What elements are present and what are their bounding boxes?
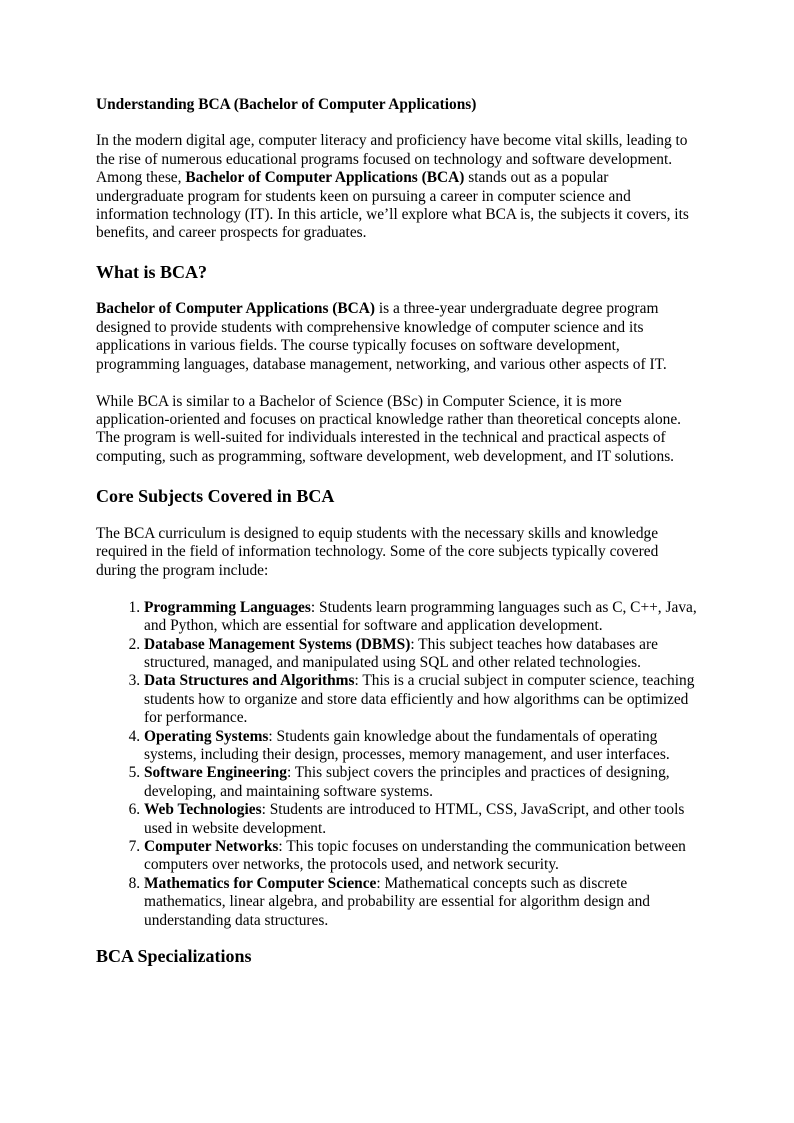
list-item-term: Database Management Systems (DBMS) [144,635,411,653]
intro-paragraph [96,132,698,242]
what-is-paragraph-2: While BCA is similar to a Bachelor of Science (BSc) in Computer Science, it is more application-oriented and focuses on practical knowledge rather than theoretical concepts alone. The program is well-suited for individuals interested in the technical and practical aspects of computing, such as programming, software development, web development, and IT solutions. [96,392,682,465]
heading-core-subjects: Core Subjects Covered in BCA [96,485,335,506]
list-item-term: Software Engineering [144,764,287,782]
what-is-paragraph-1 [96,300,698,374]
list-item-term: Programming Languages [144,598,311,616]
list-item [144,838,698,875]
what-is-text: is a three-year undergraduate degree program designed to provide students with comprehensive knowledge of computer science and its applications in various fields. The course typically focuses on software development, programming languages, database management, networking, and various other aspects of IT. [96,300,667,373]
list-item [144,764,698,801]
list-item [144,599,698,636]
document-title: Understanding BCA (Bachelor of Computer Applications) [96,96,477,113]
list-item-term: Computer Networks [144,837,279,855]
intro-text-end: stands out as a popular undergraduate program for students keen on pursuing a career in computer science and information technology (IT). In this article, we’ll explore what BCA is, the subjects it covers, its benefits, and career prospects for graduates. [96,169,689,242]
document-page [96,96,698,967]
list-item-desc: : This topic focuses on understanding the communication between computers over networks, the protocols used, and network security. [144,837,686,874]
list-item-desc: : This is a crucial subject in computer science, teaching students how to organize and store data efficiently and how algorithms can be optimized for performance. [144,672,695,727]
list-item-term: Data Structures and Algorithms [144,672,355,690]
list-item-desc: : Students are introduced to HTML, CSS, JavaScript, and other tools used in website development. [144,801,685,837]
list-item [144,728,698,765]
heading-what-is-bca: What is BCA? [96,262,208,283]
heading-bca-specializations: BCA Specializations [96,946,252,966]
list-item-desc: : This subject teaches how databases are structured, managed, and manipulated using SQL and other related technologies. [144,635,658,671]
list-item-desc: : Students gain knowledge about the fundamentals of operating systems, including their design, processes, memory management, and user interfaces. [144,727,670,763]
list-item-term: Mathematics for Computer Science [144,874,377,892]
list-item-term: Web Technologies [144,801,262,819]
core-subjects-list [96,599,698,930]
list-item [144,672,698,727]
list-item [144,636,698,673]
list-item-desc: : This subject covers the principles and practices of designing, developing, and maintaining software systems. [144,764,670,800]
list-item-term: Operating Systems [144,727,269,745]
intro-text-start: In the modern digital age, computer literacy and proficiency have become vital skills, leading to the rise of numerous educational programs focused on technology and software development. Among these, [96,132,688,187]
list-item-desc: : Students learn programming languages such as C, C++, Java, and Python, which are essential for software and application development. [144,598,697,635]
list-item [144,801,698,838]
intro-bold-term: Bachelor of Computer Applications (BCA) [185,169,465,187]
what-is-bold-term: Bachelor of Computer Applications (BCA) [96,300,376,318]
core-intro-paragraph: The BCA curriculum is designed to equip students with the necessary skills and knowledge required in the field of information technology. Some of the core subjects typically covered during the program include: [96,524,659,579]
list-item [144,875,698,930]
list-item-desc: : Mathematical concepts such as discrete mathematics, linear algebra, and probability are essential for algorithm design and understanding data structures. [144,874,651,929]
